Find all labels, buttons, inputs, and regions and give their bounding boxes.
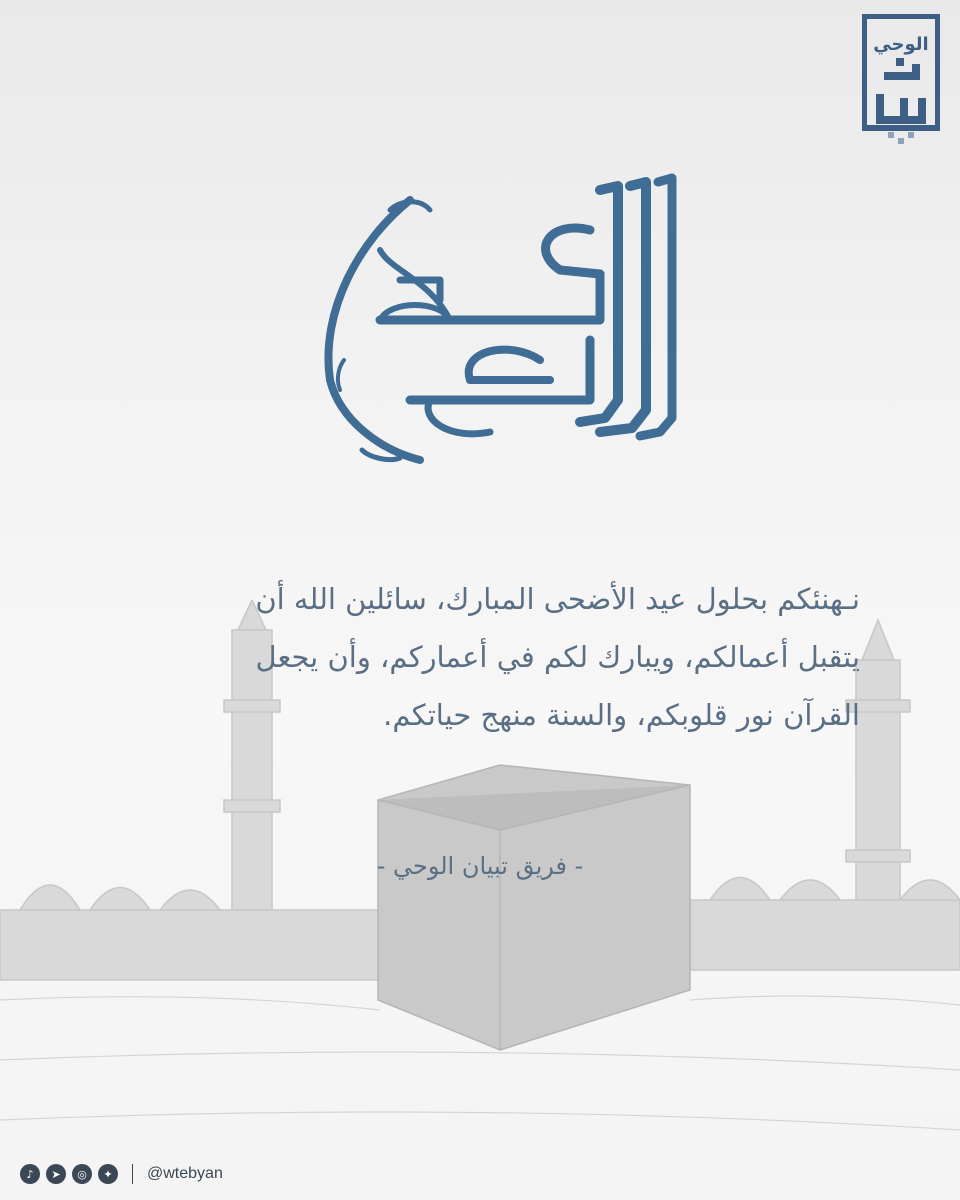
message-line: نـهنئكم بحلول عيد الأضحى المبارك، سائلين الله أن (255, 582, 860, 616)
signature: - فريق تبيان الوحي - (376, 852, 584, 880)
telegram-icon[interactable]: ➤ (46, 1164, 66, 1184)
instagram-icon[interactable]: ◎ (72, 1164, 92, 1184)
divider (132, 1164, 133, 1184)
message-line: القرآن نور قلوبكم، والسنة منهج حياتكم. (383, 698, 860, 732)
calligraphy-title-text (0, 470, 960, 471)
twitter-icon[interactable]: ✦ (98, 1164, 118, 1184)
eid-al-adha-calligraphy (300, 170, 680, 470)
greeting-message (120, 570, 860, 744)
message-line: يتقبل أعمالكم، ويبارك لكم في أعماركم، وأن يجعل (255, 640, 860, 674)
logo-text: الوحي (873, 34, 929, 55)
tiktok-icon[interactable]: ♪ (20, 1164, 40, 1184)
tebyan-logo (862, 14, 940, 152)
social-footer (20, 1160, 223, 1188)
social-handle[interactable]: @wtebyan (147, 1165, 223, 1182)
